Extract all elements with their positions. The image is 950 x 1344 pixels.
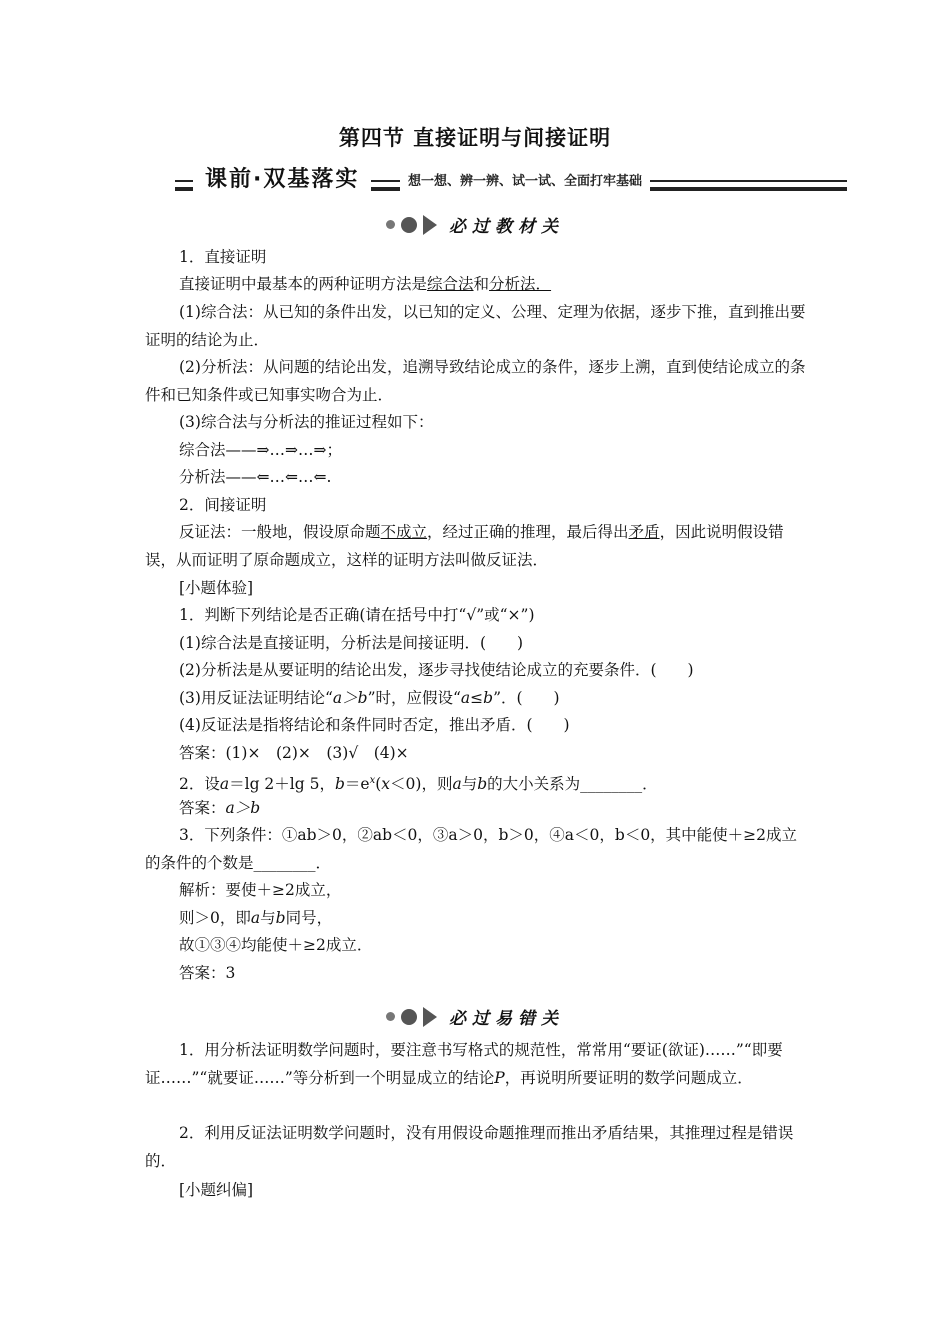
section-label: 必过易错关 <box>449 1009 564 1029</box>
text: ，再说明所要证明的数学问题成立． <box>504 1068 753 1087</box>
banner-subtitle: 想一想、辨一辨、试一试、全面打牢基础 <box>400 172 650 192</box>
text: ＜0)，则 <box>390 775 453 794</box>
answer <box>145 795 810 823</box>
text: ”时，应假设“ <box>367 689 461 707</box>
page-title: 第四节 直接证明与间接证明 <box>338 126 612 150</box>
arrow-icon <box>423 215 437 235</box>
text: 反证法：一般地，假设原命题 <box>179 523 381 541</box>
solution: 故①③④均能使＋≥2成立． <box>179 936 373 954</box>
text: ( <box>375 775 382 794</box>
math: a＞b <box>225 799 261 817</box>
text: 和 <box>473 275 490 293</box>
bracket-label: [小题纠偏] <box>179 1181 254 1199</box>
paragraph <box>145 271 810 299</box>
question-item: (1)综合法是直接证明，分析法是间接证明．( ) <box>179 634 524 652</box>
section-label: 必过教材关 <box>449 217 564 237</box>
dot-icon <box>386 1012 395 1021</box>
paragraph-synthesis: (1)综合法：从已知的条件出发，以已知的定义、公理、定理为依据，逐步下推，直到推出要证明的结论为止． <box>145 303 806 349</box>
text: 直接证明中最基本的两种证明方法是 <box>179 275 428 293</box>
math: x <box>381 775 391 794</box>
paragraph: 2．利用反证法证明数学问题时，没有用假设命题推理而推出矛盾结果，其推理过程是错误的． <box>145 1124 794 1170</box>
underlined-term: 分析法． <box>489 275 552 293</box>
text: 的大小关系为________． <box>487 775 658 794</box>
section-banner <box>175 166 847 196</box>
text: 同号， <box>285 909 333 927</box>
arrow-icon <box>423 1007 437 1027</box>
math: b <box>275 909 286 927</box>
math: a≤b <box>460 689 494 707</box>
dot-icon <box>401 217 417 233</box>
text: ，经过正确的推理，最后得出 <box>427 523 629 541</box>
text: (3)用反证法证明结论“ <box>179 689 333 707</box>
text: 答案： <box>179 799 226 817</box>
question-item: (2)分析法是从要证明的结论出发，逐步寻找使结论成立的充要条件．( ) <box>179 661 694 679</box>
dot-icon <box>401 1009 417 1025</box>
text: 1．用分析法证明数学问题时，要注意书写格式的规范性，常常用“要证(欲证)……”“即要证……”“就要证……”等分析到一个明显成立的结论 <box>145 1041 783 1087</box>
answer: 答案：(1)× (2)× (3)√ (4)× <box>179 744 409 762</box>
math: P <box>494 1068 505 1087</box>
paragraph-flow-analysis: 分析法——⇐…⇐…⇐. <box>179 468 332 486</box>
solution <box>145 905 810 933</box>
question: 1．判断下列结论是否正确(请在括号中打“√”或“×”) <box>179 606 535 624</box>
answer: 答案：3 <box>179 964 236 982</box>
paragraph-analysis: (2)分析法：从问题的结论出发，追溯导致结论成立的条件，逐步上溯，直到使结论成立的条件和已知条件或已知事实吻合为止． <box>145 358 806 404</box>
math: a <box>452 775 462 794</box>
text: ”．( ) <box>493 689 560 707</box>
section-heading-errors <box>0 1004 950 1030</box>
section-heading-textbook <box>0 212 950 238</box>
paragraph-contradiction <box>145 519 810 574</box>
math: a <box>219 775 230 794</box>
heading-direct-proof: 1．直接证明 <box>179 248 267 266</box>
dot-icon <box>386 220 395 229</box>
math: b <box>477 775 488 794</box>
question-item: (4)反证法是指将结论和条件同时否定，推出矛盾．( ) <box>179 716 570 734</box>
question <box>145 767 810 799</box>
question: 3．下列条件：①ab＞0，②ab＜0，③a＞0，b＞0，④a＜0，b＜0，其中能使＋≥2成立的条件的个数是________． <box>145 826 798 872</box>
solution: 解析：要使＋≥2成立， <box>179 881 342 899</box>
math: a＞b <box>332 689 368 707</box>
text: ＝e <box>344 775 370 794</box>
question-item <box>145 685 810 713</box>
paragraph <box>145 1037 810 1092</box>
math: x <box>369 775 376 786</box>
heading-indirect-proof: 2．间接证明 <box>179 496 267 514</box>
underlined-term: 综合法 <box>427 275 474 293</box>
text: 则＞0，即 <box>179 909 251 927</box>
underlined-term: 不成立 <box>380 523 428 541</box>
underlined-term: 矛盾 <box>628 523 660 541</box>
math: b <box>334 775 345 794</box>
banner-title: 课前·双基落实 <box>193 166 371 194</box>
paragraph-flow-synthesis: 综合法——⇒…⇒…⇒； <box>179 441 342 459</box>
text: 2．设 <box>179 775 220 794</box>
text: 与 <box>461 775 478 794</box>
text: 与 <box>260 909 276 927</box>
paragraph: (3)综合法与分析法的推证过程如下： <box>179 413 434 431</box>
bracket-label: [小题体验] <box>179 579 254 597</box>
text: ＝lg 2＋lg 5， <box>229 775 335 794</box>
text: ，因此说明假设错误，从而证明了原命题成立，这样的证明方法叫做反证法． <box>145 523 784 569</box>
math: a <box>250 909 261 927</box>
